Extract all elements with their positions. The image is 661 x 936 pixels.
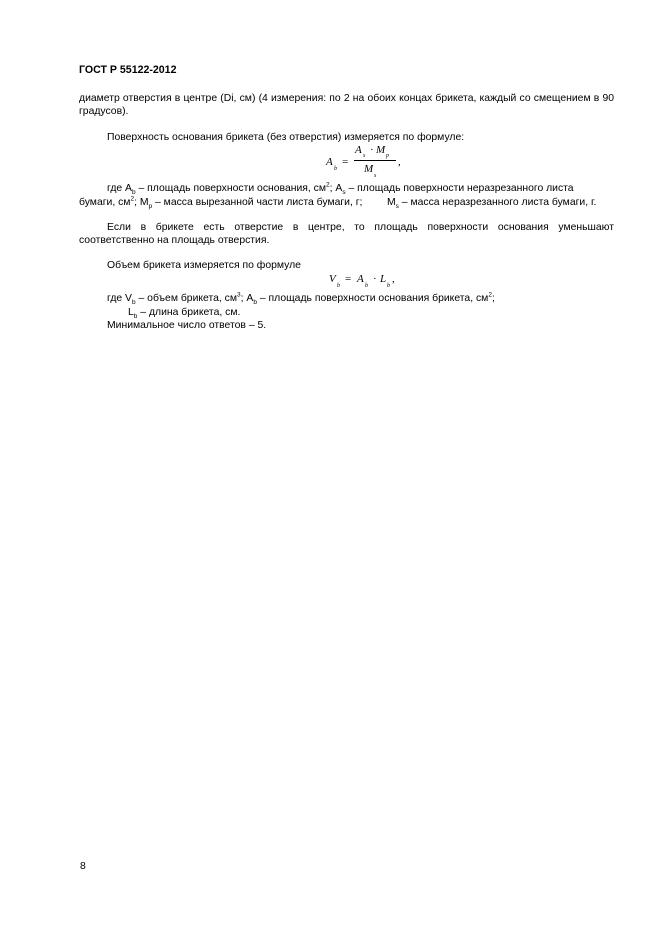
formula-a: A (357, 273, 364, 285)
paragraph-min-responses: Минимальное число ответов – 5. (107, 320, 267, 331)
paragraph-where-1: где $A_b$ – площадь поверхности основания, $см^2$; $A_s$ – площадь поверхности неразрезанного листа (107, 181, 574, 197)
formula-volume (329, 273, 409, 289)
paragraph-hole-diameter: диаметр отверстия в центре (Di, см) (4 измерения: по 2 на обоих концах брикета, каждый со смещением в 90 градусов). (79, 93, 614, 117)
paragraph-base-area-intro: Поверхность основания брикета (без отверстия) измеряется по формуле: (107, 132, 465, 143)
formula-lhs-sub: b (334, 166, 337, 172)
formula-num-m-sub: p (386, 153, 389, 159)
formula-num-a-sub: s (363, 153, 366, 159)
paragraph-where-2: где $V_b$ – объем брикета, $см^3$; $A_b$ – площадь поверхности основания брикета, $см^2$; (107, 291, 495, 307)
paragraph-volume-intro: Объем брикета измеряется по формуле (107, 260, 301, 271)
formula-lhs: A (326, 156, 333, 168)
paragraph-length-def: $L_b$ – длина брикета, см. (128, 307, 241, 321)
formula-tail-2: , (392, 273, 395, 285)
formula-tail: , (398, 156, 401, 168)
document-header: ГОСТ Р 55122-2012 (79, 64, 177, 76)
formula-num-dot: · (370, 144, 374, 156)
formula-l-sub: b (387, 283, 390, 289)
formula-equals: = (342, 156, 349, 168)
formula-den-sub: s (374, 173, 377, 179)
formula-fraction-bar (354, 160, 396, 161)
formula-base-area (326, 144, 416, 181)
paragraph-hole-correction: Если в брикете есть отверстие в центре, то площадь поверхности основания уменьшают соответственно на площадь отверстия. (79, 222, 614, 246)
formula-l: L (380, 273, 387, 285)
formula-dot-2: · (373, 273, 377, 285)
paragraph-where-1-cont: бумаги, $см^2$; $M_p$ – масса вырезанной части листа бумаги, г; (79, 195, 363, 211)
formula-den-m: M (364, 163, 374, 175)
formula-v: V (329, 273, 336, 285)
formula-v-sub: b (337, 283, 340, 289)
formula-num-a: A (355, 144, 362, 156)
formula-a-sub: b (365, 283, 368, 289)
formula-equals-2: = (345, 273, 352, 285)
formula-num-m: M (376, 144, 386, 156)
page-number: 8 (80, 861, 86, 872)
paragraph-where-1-ms: $M_s$ – масса неразрезанного листа бумаги, г. (387, 197, 597, 211)
